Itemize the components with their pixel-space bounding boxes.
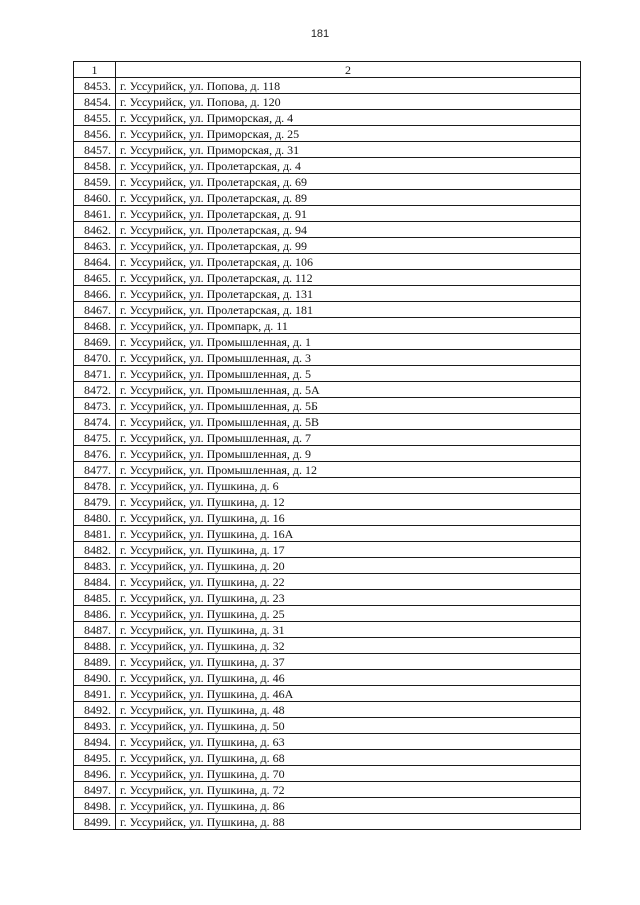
table-row <box>74 670 581 686</box>
row-address: г. Уссурийск, ул. Пушкина, д. 50 <box>116 718 581 734</box>
table-row <box>74 238 581 254</box>
row-number: 8474. <box>74 414 116 430</box>
table-row <box>74 174 581 190</box>
table-row <box>74 270 581 286</box>
row-address: г. Уссурийск, ул. Пушкина, д. 32 <box>116 638 581 654</box>
row-address: г. Уссурийск, ул. Пролетарская, д. 106 <box>116 254 581 270</box>
row-address: г. Уссурийск, ул. Попова, д. 118 <box>116 78 581 94</box>
table-row <box>74 622 581 638</box>
row-number: 8461. <box>74 206 116 222</box>
table-row <box>74 302 581 318</box>
table-row <box>74 638 581 654</box>
table-row <box>74 446 581 462</box>
row-number: 8460. <box>74 190 116 206</box>
row-address: г. Уссурийск, ул. Приморская, д. 4 <box>116 110 581 126</box>
row-address: г. Уссурийск, ул. Пушкина, д. 88 <box>116 814 581 830</box>
table-row <box>74 782 581 798</box>
table-row <box>74 254 581 270</box>
table-row <box>74 654 581 670</box>
row-address: г. Уссурийск, ул. Промышленная, д. 12 <box>116 462 581 478</box>
row-number: 8498. <box>74 798 116 814</box>
row-address: г. Уссурийск, ул. Пушкина, д. 46 <box>116 670 581 686</box>
table-row <box>74 398 581 414</box>
table-row <box>74 734 581 750</box>
row-address: г. Уссурийск, ул. Приморская, д. 31 <box>116 142 581 158</box>
row-address: г. Уссурийск, ул. Пушкина, д. 68 <box>116 750 581 766</box>
row-number: 8477. <box>74 462 116 478</box>
row-address: г. Уссурийск, ул. Пушкина, д. 86 <box>116 798 581 814</box>
row-address: г. Уссурийск, ул. Пушкина, д. 31 <box>116 622 581 638</box>
table-row <box>74 222 581 238</box>
address-table <box>73 61 581 830</box>
row-address: г. Уссурийск, ул. Пролетарская, д. 94 <box>116 222 581 238</box>
column-header-number: 1 <box>74 62 116 78</box>
row-address: г. Уссурийск, ул. Промпарк, д. 11 <box>116 318 581 334</box>
table-row <box>74 798 581 814</box>
table-row <box>74 478 581 494</box>
row-number: 8456. <box>74 126 116 142</box>
row-number: 8455. <box>74 110 116 126</box>
table-row <box>74 718 581 734</box>
row-number: 8496. <box>74 766 116 782</box>
row-address: г. Уссурийск, ул. Промышленная, д. 3 <box>116 350 581 366</box>
table-row <box>74 110 581 126</box>
row-number: 8468. <box>74 318 116 334</box>
row-address: г. Уссурийск, ул. Пушкина, д. 16А <box>116 526 581 542</box>
row-number: 8488. <box>74 638 116 654</box>
table-row <box>74 414 581 430</box>
row-number: 8458. <box>74 158 116 174</box>
row-number: 8480. <box>74 510 116 526</box>
row-address: г. Уссурийск, ул. Пушкина, д. 16 <box>116 510 581 526</box>
row-number: 8499. <box>74 814 116 830</box>
row-number: 8494. <box>74 734 116 750</box>
row-address: г. Уссурийск, ул. Пролетарская, д. 131 <box>116 286 581 302</box>
row-address: г. Уссурийск, ул. Пушкина, д. 46А <box>116 686 581 702</box>
row-number: 8497. <box>74 782 116 798</box>
table-row <box>74 462 581 478</box>
row-address: г. Уссурийск, ул. Попова, д. 120 <box>116 94 581 110</box>
table-row <box>74 702 581 718</box>
row-address: г. Уссурийск, ул. Приморская, д. 25 <box>116 126 581 142</box>
table-row <box>74 318 581 334</box>
row-number: 8476. <box>74 446 116 462</box>
row-number: 8470. <box>74 350 116 366</box>
table-row <box>74 190 581 206</box>
row-number: 8459. <box>74 174 116 190</box>
row-address: г. Уссурийск, ул. Пролетарская, д. 91 <box>116 206 581 222</box>
table-row <box>74 206 581 222</box>
row-number: 8482. <box>74 542 116 558</box>
row-number: 8490. <box>74 670 116 686</box>
table-row <box>74 750 581 766</box>
row-address: г. Уссурийск, ул. Промышленная, д. 5В <box>116 414 581 430</box>
row-number: 8463. <box>74 238 116 254</box>
row-number: 8484. <box>74 574 116 590</box>
table-row <box>74 78 581 94</box>
column-header-address: 2 <box>116 62 581 78</box>
table-row <box>74 606 581 622</box>
table-header-row <box>74 62 581 78</box>
row-address: г. Уссурийск, ул. Пушкина, д. 22 <box>116 574 581 590</box>
row-number: 8464. <box>74 254 116 270</box>
row-number: 8491. <box>74 686 116 702</box>
row-number: 8462. <box>74 222 116 238</box>
table-row <box>74 494 581 510</box>
table-row <box>74 158 581 174</box>
row-number: 8472. <box>74 382 116 398</box>
row-address: г. Уссурийск, ул. Пушкина, д. 72 <box>116 782 581 798</box>
table-row <box>74 814 581 830</box>
row-address: г. Уссурийск, ул. Пролетарская, д. 112 <box>116 270 581 286</box>
row-number: 8485. <box>74 590 116 606</box>
row-address: г. Уссурийск, ул. Пушкина, д. 25 <box>116 606 581 622</box>
row-number: 8483. <box>74 558 116 574</box>
row-address: г. Уссурийск, ул. Пушкина, д. 23 <box>116 590 581 606</box>
row-number: 8475. <box>74 430 116 446</box>
row-address: г. Уссурийск, ул. Промышленная, д. 9 <box>116 446 581 462</box>
table-row <box>74 526 581 542</box>
row-number: 8492. <box>74 702 116 718</box>
row-address: г. Уссурийск, ул. Пролетарская, д. 181 <box>116 302 581 318</box>
row-address: г. Уссурийск, ул. Пушкина, д. 12 <box>116 494 581 510</box>
row-address: г. Уссурийск, ул. Промышленная, д. 1 <box>116 334 581 350</box>
table-row <box>74 350 581 366</box>
row-number: 8466. <box>74 286 116 302</box>
row-address: г. Уссурийск, ул. Промышленная, д. 5Б <box>116 398 581 414</box>
row-number: 8478. <box>74 478 116 494</box>
table-row <box>74 430 581 446</box>
table-row <box>74 590 581 606</box>
row-number: 8471. <box>74 366 116 382</box>
table-row <box>74 382 581 398</box>
page-number: 181 <box>310 28 330 40</box>
row-address: г. Уссурийск, ул. Пролетарская, д. 4 <box>116 158 581 174</box>
row-number: 8473. <box>74 398 116 414</box>
row-address: г. Уссурийск, ул. Пушкина, д. 48 <box>116 702 581 718</box>
row-number: 8493. <box>74 718 116 734</box>
row-address: г. Уссурийск, ул. Промышленная, д. 5А <box>116 382 581 398</box>
table-row <box>74 510 581 526</box>
row-number: 8467. <box>74 302 116 318</box>
table-row <box>74 366 581 382</box>
row-address: г. Уссурийск, ул. Пушкина, д. 6 <box>116 478 581 494</box>
row-address: г. Уссурийск, ул. Промышленная, д. 5 <box>116 366 581 382</box>
row-address: г. Уссурийск, ул. Пушкина, д. 70 <box>116 766 581 782</box>
row-address: г. Уссурийск, ул. Пушкина, д. 63 <box>116 734 581 750</box>
table-row <box>74 542 581 558</box>
table-row <box>74 142 581 158</box>
row-number: 8487. <box>74 622 116 638</box>
row-number: 8453. <box>74 78 116 94</box>
row-address: г. Уссурийск, ул. Пролетарская, д. 89 <box>116 190 581 206</box>
table-body <box>74 78 581 830</box>
table-row <box>74 558 581 574</box>
row-number: 8489. <box>74 654 116 670</box>
table-row <box>74 286 581 302</box>
table-row <box>74 94 581 110</box>
row-address: г. Уссурийск, ул. Пушкина, д. 20 <box>116 558 581 574</box>
table-row <box>74 334 581 350</box>
table-row <box>74 766 581 782</box>
row-number: 8479. <box>74 494 116 510</box>
row-address: г. Уссурийск, ул. Пушкина, д. 17 <box>116 542 581 558</box>
row-address: г. Уссурийск, ул. Пролетарская, д. 69 <box>116 174 581 190</box>
row-number: 8486. <box>74 606 116 622</box>
row-number: 8469. <box>74 334 116 350</box>
table-row <box>74 686 581 702</box>
row-number: 8495. <box>74 750 116 766</box>
row-number: 8465. <box>74 270 116 286</box>
row-number: 8454. <box>74 94 116 110</box>
table-row <box>74 126 581 142</box>
row-address: г. Уссурийск, ул. Пушкина, д. 37 <box>116 654 581 670</box>
row-address: г. Уссурийск, ул. Промышленная, д. 7 <box>116 430 581 446</box>
row-number: 8481. <box>74 526 116 542</box>
row-number: 8457. <box>74 142 116 158</box>
row-address: г. Уссурийск, ул. Пролетарская, д. 99 <box>116 238 581 254</box>
table-row <box>74 574 581 590</box>
